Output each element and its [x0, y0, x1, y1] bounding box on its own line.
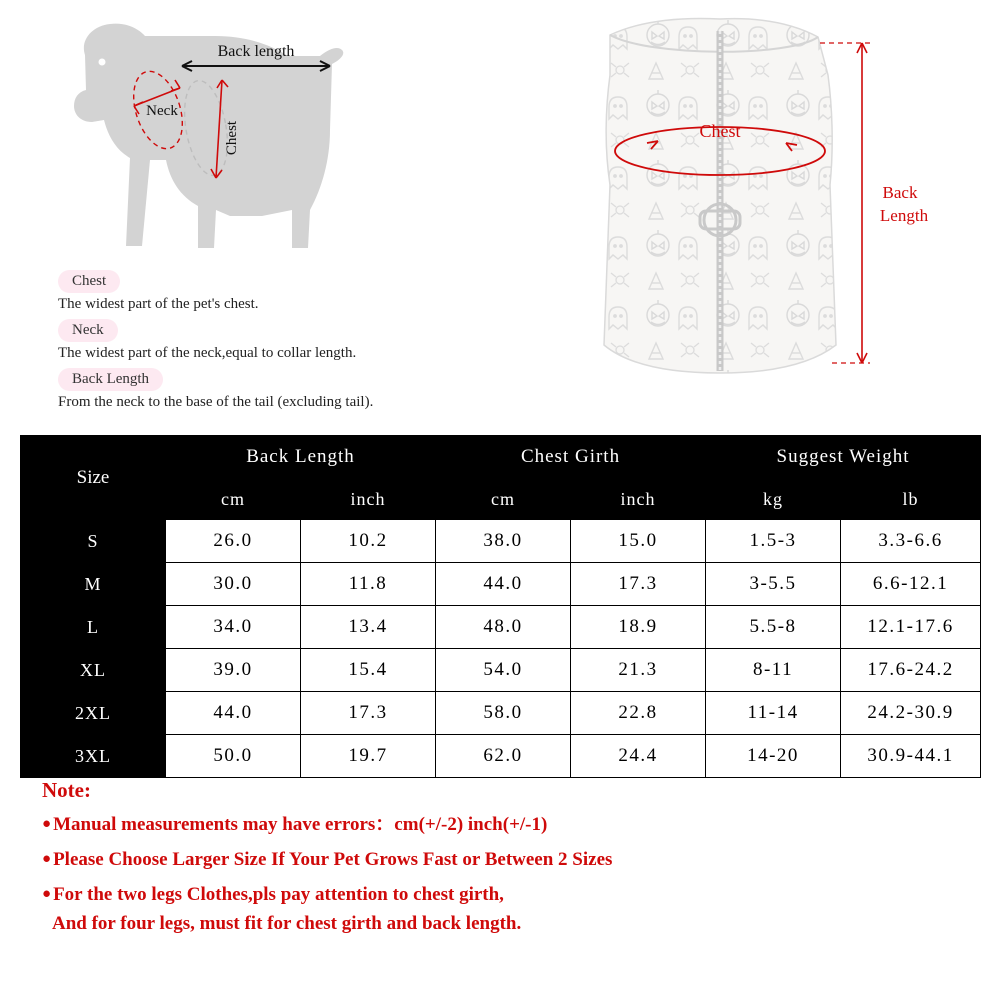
- cell-back-inch: 19.7: [301, 735, 436, 778]
- unit-back-length-cm: cm: [166, 479, 301, 520]
- bullet-icon: ●: [42, 885, 52, 902]
- cell-weight-kg: 11-14: [706, 692, 841, 735]
- cell-chest-cm: 38.0: [436, 520, 571, 563]
- cell-chest-inch: 22.8: [571, 692, 706, 735]
- legend-desc-neck: The widest part of the neck,equal to collar length.: [58, 345, 357, 361]
- vest-backlength-arrow: [857, 43, 867, 363]
- cell-back-cm: 39.0: [166, 649, 301, 692]
- chest-label: Chest: [224, 120, 240, 156]
- dog-diagram: [30, 10, 510, 280]
- dog-diagram-svg: [30, 10, 510, 280]
- cell-back-inch: 11.8: [301, 563, 436, 606]
- cell-weight-lb: 12.1-17.6: [841, 606, 981, 649]
- table-row: [21, 563, 981, 606]
- cell-weight-kg: 5.5-8: [706, 606, 841, 649]
- size-table: [20, 435, 981, 778]
- cell-weight-lb: 3.3-6.6: [841, 520, 981, 563]
- bullet-icon: ●: [42, 850, 52, 867]
- unit-back-length-inch: inch: [301, 479, 436, 520]
- cell-chest-inch: 15.0: [571, 520, 706, 563]
- cell-chest-cm: 48.0: [436, 606, 571, 649]
- legend-desc-chest: The widest part of the pet's chest.: [58, 296, 259, 312]
- legend-item-neck: [58, 319, 558, 362]
- legend-chip-chest: Chest: [58, 270, 120, 293]
- table-row: [21, 606, 981, 649]
- note-line-2: [42, 848, 962, 872]
- size-table-wrap: [20, 435, 980, 778]
- vest-backlength-label-line2: Length: [879, 206, 929, 225]
- vest-garment: [604, 19, 836, 373]
- cell-back-inch: 17.3: [301, 692, 436, 735]
- unit-weight-lb: lb: [841, 479, 981, 520]
- row-size: M: [21, 563, 166, 606]
- notes-title: Note:: [42, 778, 91, 802]
- neck-label: Neck: [146, 103, 178, 119]
- header-suggest-weight: Suggest Weight: [706, 436, 981, 479]
- row-size: L: [21, 606, 166, 649]
- header-chest-girth: Chest Girth: [436, 436, 706, 479]
- cell-weight-kg: 14-20: [706, 735, 841, 778]
- cell-back-inch: 13.4: [301, 606, 436, 649]
- dog-head-details: [99, 59, 106, 66]
- legend-block: [58, 270, 558, 417]
- header-back-length: Back Length: [166, 436, 436, 479]
- cell-back-cm: 50.0: [166, 735, 301, 778]
- legend-chip-back-length: Back Length: [58, 368, 163, 391]
- legend-chip-neck: Neck: [58, 319, 118, 342]
- row-size: XL: [21, 649, 166, 692]
- cell-back-cm: 26.0: [166, 520, 301, 563]
- note-line-1: [42, 813, 962, 837]
- row-size: 2XL: [21, 692, 166, 735]
- cell-chest-cm: 62.0: [436, 735, 571, 778]
- legend-desc-back-length: From the neck to the base of the tail (excluding tail).: [58, 394, 374, 410]
- cell-chest-cm: 58.0: [436, 692, 571, 735]
- cell-weight-kg: 1.5-3: [706, 520, 841, 563]
- legend-item-back-length: [58, 368, 558, 411]
- note-text-2: Please Choose Larger Size If Your Pet Grows Fast or Between 2 Sizes: [53, 848, 613, 870]
- row-size: S: [21, 520, 166, 563]
- cell-weight-lb: 17.6-24.2: [841, 649, 981, 692]
- cell-chest-cm: 44.0: [436, 563, 571, 606]
- unit-weight-kg: kg: [706, 479, 841, 520]
- vest-backlength-label-line1: Back: [882, 183, 918, 202]
- vest-diagram: [570, 15, 970, 415]
- illustration-area: [0, 0, 1000, 425]
- note-line-3: [42, 883, 962, 907]
- note-text-1: Manual measurements may have errors：cm(+/-2) inch(+/-1): [53, 814, 548, 835]
- header-size: Size: [21, 436, 166, 520]
- note-sub-line: And for four legs, must fit for chest girth and back length.: [52, 913, 522, 935]
- cell-back-cm: 34.0: [166, 606, 301, 649]
- vest-chest-label: Chest: [699, 121, 741, 141]
- legend-item-chest: [58, 270, 558, 313]
- notes-block: [42, 778, 962, 945]
- bullet-icon: ●: [42, 816, 52, 832]
- cell-weight-kg: 8-11: [706, 649, 841, 692]
- cell-chest-inch: 21.3: [571, 649, 706, 692]
- table-row: [21, 735, 981, 778]
- cell-weight-lb: 30.9-44.1: [841, 735, 981, 778]
- unit-chest-cm: cm: [436, 479, 571, 520]
- unit-chest-inch: inch: [571, 479, 706, 520]
- table-row: [21, 649, 981, 692]
- table-group-header-row: [21, 436, 981, 479]
- cell-back-cm: 44.0: [166, 692, 301, 735]
- note-text-3: For the two legs Clothes,pls pay attention to chest girth,: [53, 883, 504, 905]
- cell-chest-inch: 24.4: [571, 735, 706, 778]
- cell-back-inch: 15.4: [301, 649, 436, 692]
- table-row: [21, 520, 981, 563]
- dog-silhouette: [74, 24, 343, 248]
- cell-chest-inch: 17.3: [571, 563, 706, 606]
- table-row: [21, 692, 981, 735]
- cell-weight-lb: 6.6-12.1: [841, 563, 981, 606]
- cell-weight-kg: 3-5.5: [706, 563, 841, 606]
- cell-weight-lb: 24.2-30.9: [841, 692, 981, 735]
- vest-diagram-svg: [570, 15, 970, 415]
- row-size: 3XL: [21, 735, 166, 778]
- cell-back-cm: 30.0: [166, 563, 301, 606]
- cell-back-inch: 10.2: [301, 520, 436, 563]
- back-length-label: Back length: [217, 43, 295, 60]
- cell-chest-cm: 54.0: [436, 649, 571, 692]
- cell-chest-inch: 18.9: [571, 606, 706, 649]
